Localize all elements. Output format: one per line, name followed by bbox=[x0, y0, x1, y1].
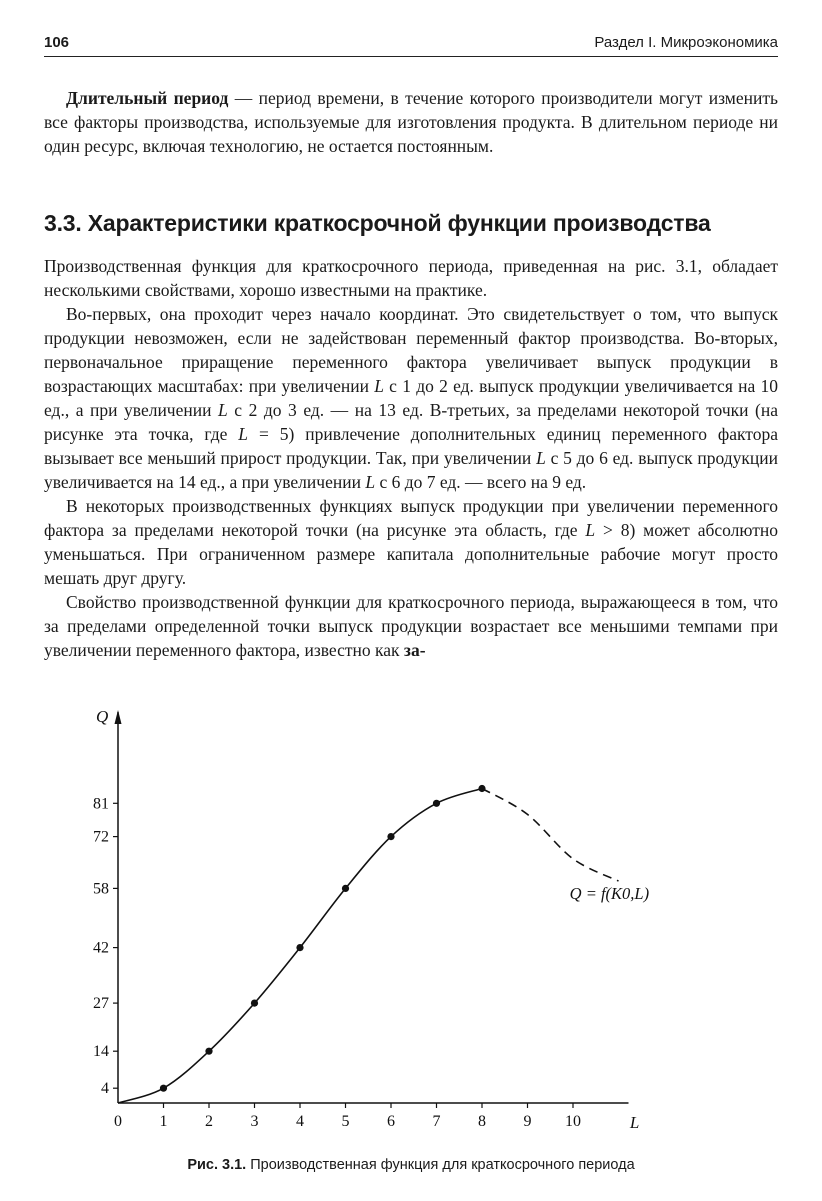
chart-plot-area bbox=[93, 707, 649, 1132]
x-tick-label: 4 bbox=[296, 1113, 304, 1130]
y-axis-title: Q bbox=[96, 707, 109, 726]
x-tick-label: 1 bbox=[159, 1113, 168, 1130]
long-period-definition: Длительный период — период времени, в течение которого производители могут изменить все факторы производства, используемые для изготовления продукта. В длительном периоде ни один ресурс, включая технологию, не остается постоянным. bbox=[44, 88, 778, 156]
data-point bbox=[387, 833, 394, 840]
paragraph-1: Производственная функция для краткосрочного периода, приведенная на рис. 3.1, обладает несколькими свойствами, хорошо известными на практике. bbox=[44, 256, 778, 300]
y-tick-label: 81 bbox=[93, 795, 109, 813]
data-point bbox=[160, 1085, 167, 1092]
y-tick-label: 58 bbox=[93, 880, 109, 898]
y-tick-label: 14 bbox=[93, 1043, 109, 1061]
figure-label: Рис. 3.1. bbox=[187, 1157, 247, 1173]
term-long-period: Длительный период bbox=[66, 88, 229, 108]
paragraph-4: Свойство производственной функции для краткосрочного периода, выражающееся в том, что за пределами определенной точки выпуск продукции возрастает все меньшими темпами при увеличении переменного фактора, известно как за- bbox=[44, 592, 778, 660]
figure-caption bbox=[0, 1157, 822, 1173]
y-axis-arrow bbox=[115, 710, 122, 724]
y-tick-label: 72 bbox=[93, 828, 109, 846]
paragraph-2: Во-первых, она проходит через начало координат. Это свидетельствует о том, что выпуск продукции невозможен, если не задействован переменный фактор производства. Во-вторых, первоначальное приращение переменного фактора увеличивает выпуск продукции в возрастающих масштабах: при увеличении L с 1 до 2 ед. выпуск продукции увеличивается на 10 ед., а при увеличении L с 2 до 3 ед. — на 13 ед. В-третьих, за пределами некоторой точки (на рисунке эта точка, где L = 5) привлечение дополнительных единиц переменного фактора вызывает все меньший прирост продукции. Так, при увеличении L с 5 до 6 ед. выпуск продукции увеличивается на 14 ед., а при увеличении L с 6 до 7 ед. — всего на 9 ед. bbox=[44, 304, 778, 492]
production-function-chart bbox=[80, 700, 720, 1150]
y-tick-label: 42 bbox=[93, 939, 109, 957]
y-tick-label: 4 bbox=[101, 1080, 109, 1098]
x-axis-title: L bbox=[629, 1113, 640, 1132]
x-tick-label: 5 bbox=[341, 1113, 350, 1130]
data-point bbox=[433, 800, 440, 807]
x-tick-label: 7 bbox=[432, 1113, 441, 1130]
data-point bbox=[478, 785, 485, 792]
page-header bbox=[44, 30, 778, 57]
x-tick-label: 0 bbox=[114, 1113, 122, 1130]
x-tick-label: 3 bbox=[250, 1113, 259, 1130]
x-tick-label: 8 bbox=[478, 1113, 486, 1130]
running-title: Раздел I. Микроэкономика bbox=[594, 34, 778, 51]
data-point bbox=[296, 944, 303, 951]
data-point bbox=[342, 885, 349, 892]
x-tick-label: 10 bbox=[565, 1113, 581, 1130]
curve-decline-dashed bbox=[482, 789, 619, 882]
intro-block bbox=[44, 86, 778, 158]
function-label: Q = f(K0,L) bbox=[569, 884, 650, 903]
x-tick-label: 6 bbox=[387, 1113, 395, 1130]
section-body bbox=[44, 254, 778, 662]
data-point bbox=[251, 1000, 258, 1007]
paragraph-3: В некоторых производственных функциях выпуск продукции при увеличении переменного фактора за пределами некоторой точки (на рисунке эта область, где L > 8) может абсолютно уменьшаться. При ограниченном размере капитала дополнительные рабочие могут просто мешать друг другу. bbox=[44, 496, 778, 588]
data-point bbox=[205, 1048, 212, 1055]
x-tick-label: 9 bbox=[523, 1113, 532, 1130]
figure-title: Производственная функция для краткосрочного периода bbox=[246, 1157, 635, 1173]
page-number: 106 bbox=[44, 34, 70, 51]
y-tick-label: 27 bbox=[93, 995, 109, 1013]
x-tick-label: 2 bbox=[205, 1113, 213, 1130]
section-heading: 3.3. Характеристики краткосрочной функции производства bbox=[44, 210, 711, 236]
